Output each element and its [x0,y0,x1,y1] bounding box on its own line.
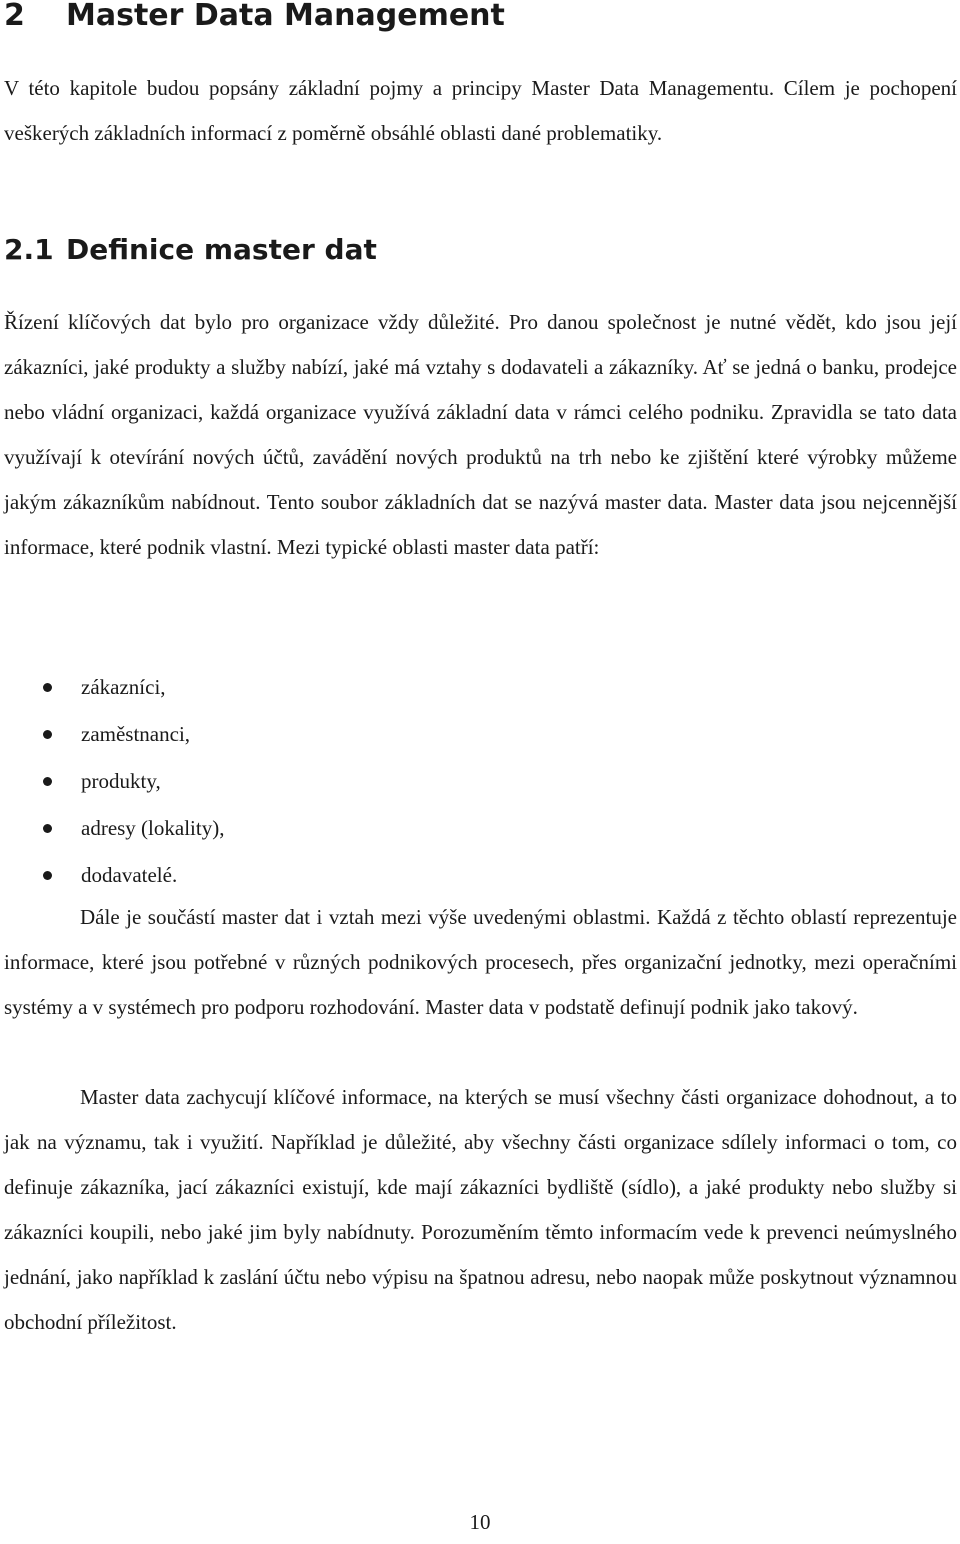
bullet-icon [43,871,52,880]
list-item-text: zákazníci, [81,675,166,699]
bullet-icon [43,777,52,786]
paragraph-key-information: Master data zachycují klíčové informace, na kterých se musí všechny části organizace dohodnout, a to jak na významu, tak i využití. Například je důležité, aby všechny části organizace sdílely informaci o tom, co definuje zákazníka, jací zákazníci existují, kde mají zákazníci bydliště (sídlo), a jaké produkty nebo služby si zákazníci koupili, nebo jaké jim byly nabídnuty. Porozuměním těmto informacím vede k prevenci neúmyslného jednání, jako například k zaslání účtu nebo výpisu na špatnou adresu, nebo naopak může poskytnout významnou obchodní příležitost. [4,1085,957,1334]
chapter-heading [4,0,505,32]
intro-paragraph: V této kapitole budou popsány základní pojmy a principy Master Data Managementu. Cílem je pochopení veškerých základních informací z poměrně obsáhlé oblasti dané problematiky. [4,76,957,145]
list-item-text: adresy (lokality), [81,816,225,840]
chapter-title: Master Data Management [66,0,505,33]
section-number: 2.1 [4,233,54,266]
list-item-text: produkty, [81,769,161,793]
list-item [0,805,960,852]
list-item [0,758,960,805]
list-item [0,711,960,758]
list-item-text: dodavatelé. [81,863,178,887]
list-item-text: zaměstnanci, [81,722,191,746]
section-title: Definice master dat [66,233,377,266]
page-number: 10 [469,1510,491,1534]
master-data-areas-list [0,664,960,899]
section-heading [4,232,377,268]
list-item [0,664,960,711]
chapter-number: 2 [4,0,25,33]
paragraph-relations: Dále je součástí master dat i vztah mezi výše uvedenými oblastmi. Každá z těchto oblastí reprezentuje informace, které jsou potřebné v různých podnikových procesech, přes organizační jednotky, mezi operačními systémy a v systémech pro podporu rozhodování. Master data v podstatě definují podnik jako takový. [4,905,957,1019]
bullet-icon [43,824,52,833]
bullet-icon [43,683,52,692]
bullet-icon [43,730,52,739]
paragraph-definition: Řízení klíčových dat bylo pro organizace vždy důležité. Pro danou společnost je nutné vědět, kdo jsou její zákazníci, jaké produkty a služby nabízí, jaké má vztahy s dodavateli a zákazníky. Ať se jedná o banku, prodejce nebo vládní organizaci, každá organizace využívá základní data v rámci celého podniku. Zpravidla se tato data využívají k otevírání nových účtů, zavádění nových produktů na trh nebo ke zjištění které výrobky můžeme jakým zákazníkům nabídnout. Tento soubor základních dat se nazývá master data. Master data jsou nejcennější informace, které podnik vlastní. Mezi typické oblasti master data patří: [4,310,957,559]
list-item [0,852,960,899]
